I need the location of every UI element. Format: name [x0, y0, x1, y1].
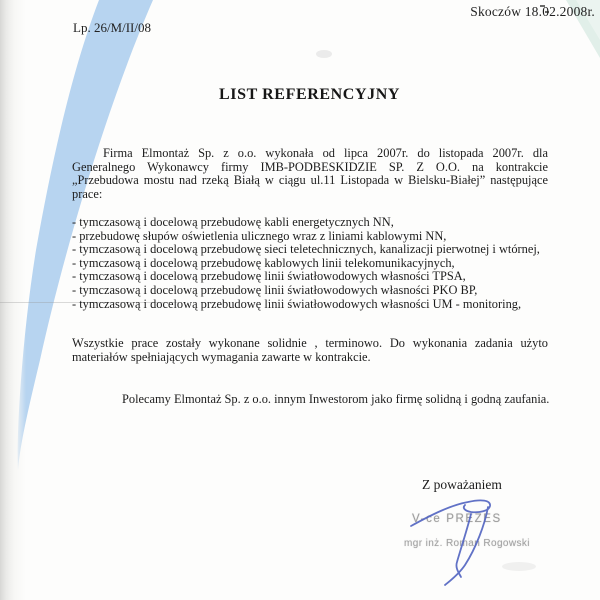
scan-smudge [502, 562, 536, 571]
stamp-title: V-ce PREZES [412, 513, 502, 525]
list-item: - tymczasową i docelową przebudowę kabli energetycznych NN, [72, 215, 394, 229]
scan-smudge [316, 50, 332, 58]
handwritten-signature [395, 490, 505, 590]
list-item: - tymczasową i docelową przebudowę linii światłowodowych własności TPSA, [72, 269, 466, 284]
stamp-name: mgr inż. Roman Rogowski [404, 538, 530, 549]
recommendation-paragraph: Polecamy Elmontaż Sp. z o.o. innym Inwestorom jako firmę solidną i godną zaufania. [122, 392, 550, 406]
quality-paragraph [72, 337, 548, 364]
list-item: - tymczasową i docelową przebudowę sieci teletechnicznych, kanalizacji pierwotnej i wtórnej, [72, 242, 540, 257]
work-items-list [72, 216, 548, 311]
paragraph-line: Firma Elmontaż Sp. z o.o. wykonała od lipca 2007r. do listopada 2007r. dla [103, 146, 548, 160]
list-item: - tymczasową i docelową przebudowę kablowych linii telekomunikacyjnych, [72, 255, 455, 270]
intro-paragraph [72, 147, 548, 201]
paragraph-line: Generalnego Wykonawcy firmy IMB-PODBESKIDZIE SP. Z O.O. na kontrakcie [72, 159, 548, 174]
paragraph-line: Wszystkie prace zostały wykonane solidnie , terminowo. Do wykonania zadania użyto [72, 336, 548, 350]
letter-date: Skoczów 18.02.2008r. [470, 4, 595, 19]
list-item: - przebudowę słupów oświetlenia ulicznego wraz z liniami kablowymi NN, [72, 228, 447, 243]
list-item: - tymczasową i docelową przebudowę linii światłowodowych własności PKO BP, [72, 282, 478, 297]
reference-number: Lp. 26/M/II/08 [73, 20, 151, 35]
document-title: LIST REFERENCYJNY [218, 86, 401, 103]
paragraph-line: materiałów spełniających wymagania zawarte w kontrakcie. [72, 349, 371, 364]
closing-salutation: Z poważaniem [422, 477, 502, 492]
paragraph-line: prace: [72, 186, 103, 201]
list-item: - tymczasową i docelową przebudowę linii światłowodowych własności UM - monitoring, [72, 296, 522, 311]
paragraph-line: „Przebudowa mostu nad rzeką Białą w ciągu ul.11 Listopada w Bielsku-Białej” następujące [72, 173, 548, 188]
